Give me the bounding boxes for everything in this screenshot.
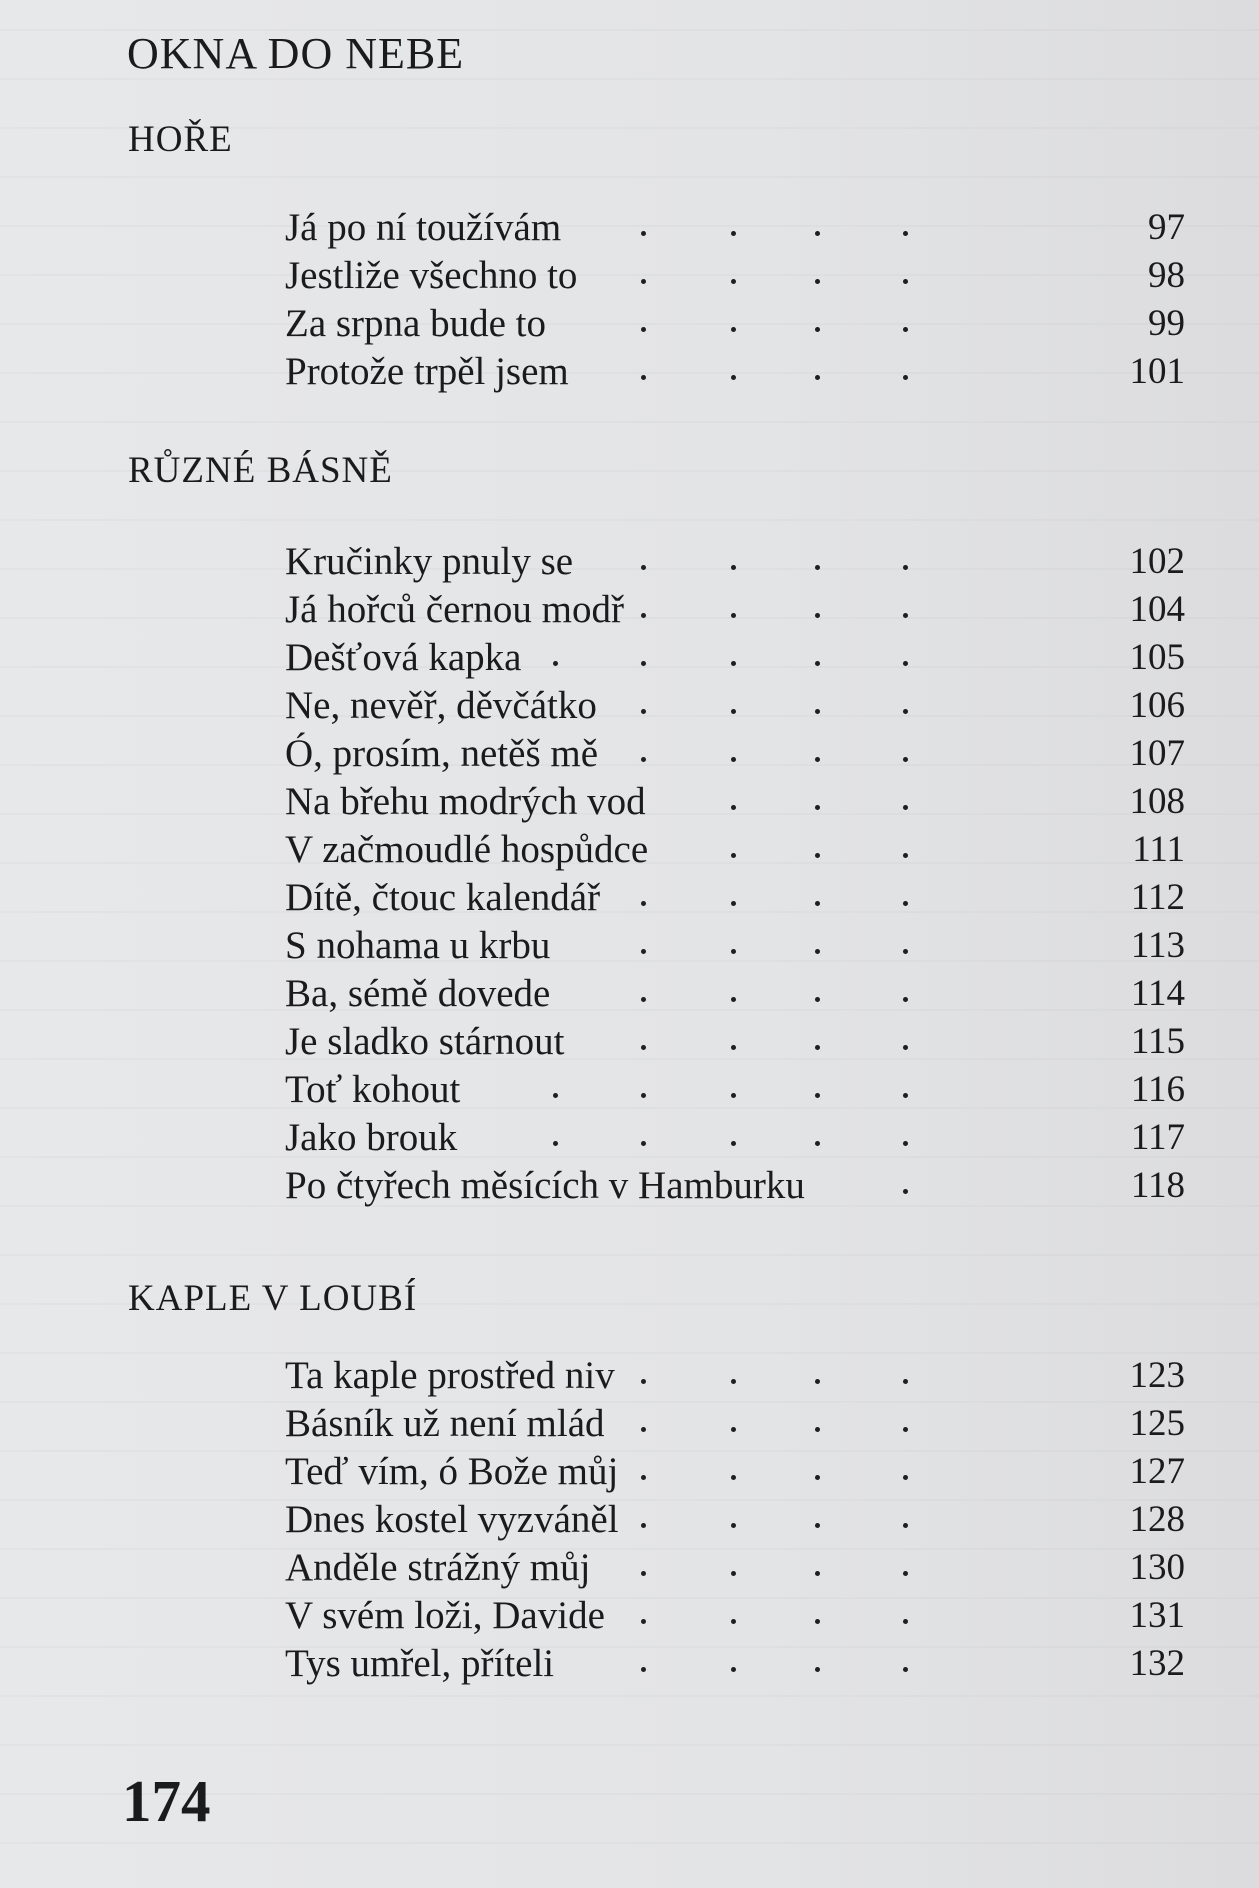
leader-dot: [815, 231, 820, 236]
toc-entry: [285, 1162, 1185, 1210]
toc-entry-page: 105: [1129, 637, 1185, 678]
leader-dot: [641, 1475, 646, 1480]
toc-entry-title: Básník už není mlád: [285, 1402, 605, 1445]
leader-dot: [903, 949, 908, 954]
toc-entry-page: 106: [1129, 685, 1185, 726]
leader-dot: [815, 997, 820, 1002]
leader-dot: [641, 901, 646, 906]
leader-dot: [731, 1045, 736, 1050]
toc-entry: [285, 874, 1185, 922]
toc-entry-page: 131: [1129, 1595, 1185, 1636]
toc-entry-title: Dešťová kapka: [285, 636, 522, 679]
leader-dot: [815, 1475, 820, 1480]
leader-dot: [903, 1667, 908, 1672]
toc-entry-title: Dnes kostel vyzváněl: [285, 1498, 619, 1541]
toc-entry: [285, 922, 1185, 970]
toc-entry-page: 117: [1130, 1117, 1185, 1158]
leader-dot: [641, 1379, 646, 1384]
leader-dot: [903, 231, 908, 236]
leader-dot: [641, 1619, 646, 1624]
leader-dot: [731, 565, 736, 570]
leader-dot: [731, 375, 736, 380]
leader-dot: [815, 1523, 820, 1528]
toc-entry-title: S nohama u krbu: [285, 924, 551, 967]
toc-entry-title: Ó, prosím, netěš mě: [285, 732, 599, 775]
toc-entry-page: 111: [1132, 829, 1185, 870]
toc-entry: [285, 682, 1185, 730]
leader-dot: [815, 1667, 820, 1672]
toc-entry: [285, 778, 1185, 826]
toc-entry-title: Ba, sémě dovede: [285, 972, 551, 1015]
leader-dot: [903, 1141, 908, 1146]
leader-dot: [731, 997, 736, 1002]
toc-entry-title: Já hořců černou modř: [285, 588, 624, 631]
leader-dot: [731, 949, 736, 954]
toc-entry: [285, 826, 1185, 874]
leader-dot: [903, 279, 908, 284]
toc-entry-title: Tys umřel, příteli: [285, 1642, 555, 1685]
leader-dot: [731, 757, 736, 762]
toc-entry-page: 115: [1130, 1021, 1185, 1062]
toc-entry-page: 101: [1129, 351, 1185, 392]
leader-dot: [641, 1667, 646, 1672]
toc-entry-page: 125: [1129, 1403, 1185, 1444]
toc-entry-title: V svém loži, Davide: [285, 1594, 605, 1637]
leader-dot: [731, 1093, 736, 1098]
leader-dot: [641, 1427, 646, 1432]
page-folio: 174: [122, 1768, 211, 1834]
toc-entry: [285, 348, 1185, 396]
toc-entry-title: Protože trpěl jsem: [285, 350, 569, 393]
toc-entry-title: Jako brouk: [285, 1116, 458, 1159]
toc-entry: [285, 538, 1185, 586]
leader-dot: [903, 375, 908, 380]
toc-entry-title: Toť kohout: [285, 1068, 461, 1111]
toc-entry-page: 127: [1129, 1451, 1185, 1492]
toc-entry: [285, 1592, 1185, 1640]
leader-dot: [731, 1571, 736, 1576]
toc-entry-page: 130: [1129, 1547, 1185, 1588]
leader-dot: [903, 1045, 908, 1050]
leader-dot: [641, 661, 646, 666]
leader-dot: [553, 1141, 558, 1146]
leader-dot: [731, 853, 736, 858]
leader-dot: [903, 709, 908, 714]
leader-dot: [641, 279, 646, 284]
leader-dot: [903, 327, 908, 332]
toc-entry-title: Ta kaple prostřed niv: [285, 1354, 615, 1397]
leader-dot: [641, 1523, 646, 1528]
leader-dot: [903, 1427, 908, 1432]
leader-dot: [815, 805, 820, 810]
leader-dot: [731, 327, 736, 332]
leader-dot: [903, 613, 908, 618]
leader-dot: [731, 279, 736, 284]
leader-dot: [903, 1093, 908, 1098]
section-title-kaple-v-loubi: KAPLE V LOUBÍ: [128, 1278, 418, 1319]
book-title: OKNA DO NEBE: [127, 29, 465, 78]
toc-entry-title: Anděle strážný můj: [285, 1546, 591, 1589]
leader-dot: [731, 805, 736, 810]
leader-dot: [641, 757, 646, 762]
toc-entry: [285, 1114, 1185, 1162]
leader-dot: [815, 1093, 820, 1098]
leader-dot: [731, 1379, 736, 1384]
toc-entry-title: Teď vím, ó Bože můj: [285, 1450, 619, 1493]
leader-dot: [815, 1379, 820, 1384]
leader-dot: [553, 1093, 558, 1098]
toc-entry: [285, 1496, 1185, 1544]
toc-entry: [285, 634, 1185, 682]
toc-entry-page: 114: [1130, 973, 1185, 1014]
leader-dot: [815, 709, 820, 714]
leader-dot: [815, 279, 820, 284]
toc-entry-page: 99: [1148, 303, 1185, 344]
toc-entry-page: 104: [1129, 589, 1185, 630]
leader-dot: [903, 1189, 908, 1194]
leader-dot: [641, 327, 646, 332]
toc-entry: [285, 1066, 1185, 1114]
toc-entry: [285, 586, 1185, 634]
leader-dot: [903, 997, 908, 1002]
toc-entry-title: Za srpna bude to: [285, 302, 547, 345]
leader-dot: [641, 1571, 646, 1576]
leader-dot: [815, 949, 820, 954]
toc-entry: [285, 1448, 1185, 1496]
leader-dot: [641, 1141, 646, 1146]
toc-entry-page: 108: [1129, 781, 1185, 822]
leader-dot: [815, 1427, 820, 1432]
leader-dot: [731, 613, 736, 618]
leader-dot: [903, 805, 908, 810]
toc-entry-page: 102: [1129, 541, 1185, 582]
leader-dot: [815, 1045, 820, 1050]
section-title-hore: HOŘE: [128, 119, 233, 160]
toc-entry: [285, 1352, 1185, 1400]
leader-dot: [903, 901, 908, 906]
leader-dot: [903, 1523, 908, 1528]
leader-dot: [553, 661, 558, 666]
toc-entry: [285, 300, 1185, 348]
leader-dot: [641, 709, 646, 714]
toc-entry-page: 123: [1129, 1355, 1185, 1396]
leader-dot: [815, 1619, 820, 1624]
toc-entry-page: 128: [1129, 1499, 1185, 1540]
toc-entry: [285, 970, 1185, 1018]
leader-dot: [731, 1667, 736, 1672]
leader-dot: [815, 661, 820, 666]
toc-entry-page: 97: [1148, 207, 1185, 248]
toc-entry-page: 98: [1148, 255, 1185, 296]
leader-dot: [815, 853, 820, 858]
leader-dot: [815, 1141, 820, 1146]
toc-entry-page: 118: [1130, 1165, 1185, 1206]
toc-entry-page: 132: [1129, 1643, 1185, 1684]
leader-dot: [815, 613, 820, 618]
leader-dot: [903, 1379, 908, 1384]
toc-entry-title: V začmoudlé hospůdce: [285, 828, 649, 871]
toc-entry: [285, 1640, 1185, 1688]
toc-entry: [285, 204, 1185, 252]
toc-entry-title: Jestliže všechno to: [285, 254, 578, 297]
leader-dot: [903, 661, 908, 666]
leader-dot: [731, 1141, 736, 1146]
leader-dot: [903, 565, 908, 570]
leader-dot: [903, 1475, 908, 1480]
leader-dot: [641, 375, 646, 380]
leader-dot: [903, 1571, 908, 1576]
toc-entry-page: 112: [1130, 877, 1185, 918]
leader-dot: [731, 1427, 736, 1432]
toc-entry-page: 113: [1130, 925, 1185, 966]
toc-entry: [285, 1018, 1185, 1066]
leader-dot: [641, 1045, 646, 1050]
toc-entry-title: Já po ní toužívám: [285, 206, 562, 249]
section-title-ruzne-basne: RŮZNÉ BÁSNĚ: [128, 450, 393, 491]
leader-dot: [731, 231, 736, 236]
leader-dot: [903, 853, 908, 858]
leader-dot: [815, 1571, 820, 1576]
toc-entry-page: 116: [1130, 1069, 1185, 1110]
toc-entry: [285, 1544, 1185, 1592]
leader-dot: [731, 901, 736, 906]
toc-entry-title: Na břehu modrých vod: [285, 780, 646, 823]
leader-dot: [903, 1619, 908, 1624]
toc-entry-title: Po čtyřech měsících v Hamburku: [285, 1164, 805, 1207]
leader-dot: [641, 997, 646, 1002]
leader-dot: [641, 949, 646, 954]
leader-dot: [815, 327, 820, 332]
leader-dot: [731, 1523, 736, 1528]
leader-dot: [731, 1619, 736, 1624]
leader-dot: [641, 231, 646, 236]
leader-dot: [641, 1093, 646, 1098]
toc-entry: [285, 252, 1185, 300]
leader-dot: [731, 661, 736, 666]
leader-dot: [641, 613, 646, 618]
toc-entry-title: Je sladko stárnout: [285, 1020, 565, 1063]
leader-dot: [641, 565, 646, 570]
toc-entry-title: Ne, nevěř, děvčátko: [285, 684, 597, 727]
leader-dot: [903, 757, 908, 762]
leader-dot: [815, 375, 820, 380]
toc-entry: [285, 730, 1185, 778]
toc-entry-title: Dítě, čtouc kalendář: [285, 876, 601, 919]
toc-entry-page: 107: [1129, 733, 1185, 774]
leader-dot: [815, 901, 820, 906]
leader-dot: [815, 565, 820, 570]
leader-dot: [815, 757, 820, 762]
leader-dot: [731, 709, 736, 714]
toc-entry-title: Kručinky pnuly se: [285, 540, 574, 583]
leader-dot: [731, 1475, 736, 1480]
toc-entry: [285, 1400, 1185, 1448]
